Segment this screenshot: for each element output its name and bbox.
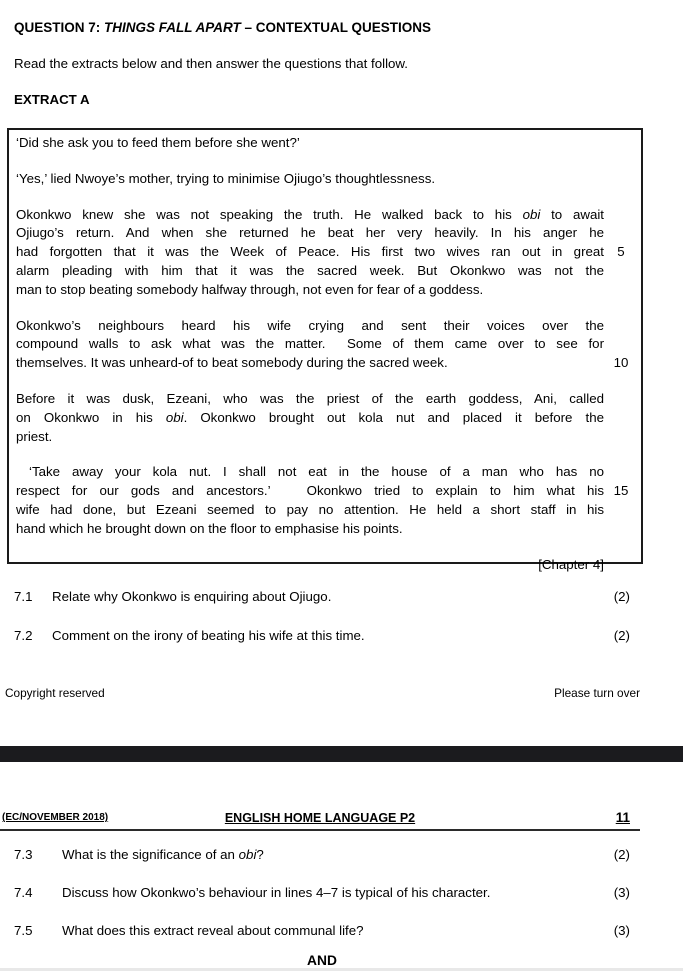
extract-line-text: Before it was dusk, Ezeani, who was the priest of the earth goddess, Ani, called	[16, 390, 604, 406]
question-marks: (2)	[613, 847, 630, 862]
extract-line-text: alarm pleading with him that it was the sacred week. But Okonkwo was not the	[16, 262, 604, 278]
extract-box	[7, 128, 643, 572]
question-text: Comment on the irony of beating his wife at this time.	[52, 627, 365, 643]
extract-line	[16, 501, 641, 520]
question-marks: (2)	[613, 589, 630, 604]
exam-title-label: ENGLISH HOME LANGUAGE P2	[224, 811, 416, 826]
question-text: What is the significance of an obi?	[62, 847, 264, 862]
extract-line	[16, 206, 641, 225]
extract-line-text: had forgotten that it was the Week of Peace. His first two wives ran out in great	[16, 244, 604, 260]
extract-line-text: ‘Did she ask you to feed them before she went?’	[16, 135, 300, 150]
extract-line-text: priest.	[16, 428, 53, 444]
question-number: 7.5	[14, 922, 33, 938]
question-marks: (3)	[613, 922, 630, 938]
extract-line	[16, 224, 641, 243]
instruction-text: Read the extracts below and then answer the questions that follow.	[14, 56, 408, 71]
extract-line-text: ‘Take away your kola nut. I shall not eat in the house of a man who has no	[29, 464, 604, 480]
question-number: 7.4	[14, 884, 33, 900]
page2-header	[0, 806, 640, 831]
question-row	[14, 846, 630, 865]
extract-line	[16, 243, 641, 262]
chapter-reference: [Chapter 4]	[538, 556, 604, 572]
extract-line-number: 10	[613, 355, 629, 371]
extract-line-text: wife had done, but Ezeani seemed to pay no attention. He held a short staff in his	[16, 501, 604, 517]
question-list-page1	[14, 588, 630, 666]
extract-line	[16, 170, 641, 189]
question-row	[14, 922, 630, 941]
extract-line-text: hand which he brought down on the floor to emphasise his points.	[16, 520, 403, 536]
question-marks: (3)	[613, 884, 630, 900]
question-number: 7.2	[14, 627, 33, 643]
extract-paragraph	[16, 170, 641, 189]
extract-line	[16, 335, 641, 354]
extract-paragraph	[16, 390, 641, 446]
extract-line-text: Okonkwo’s neighbours heard his wife crying and sent their voices over the	[16, 317, 604, 333]
extract-line	[16, 409, 641, 428]
extract-line-number: 5	[617, 244, 625, 260]
extract-line	[16, 520, 641, 539]
page-number: 11	[615, 810, 630, 826]
question-row	[14, 627, 630, 646]
question-row	[14, 588, 630, 607]
extract-line	[16, 428, 641, 447]
extract-paragraph	[16, 134, 641, 153]
extract-line	[16, 482, 641, 501]
extract-line	[16, 134, 641, 153]
extract-line-text: man to stop beating somebody halfway through, not even for fear of a goddess.	[16, 281, 484, 297]
turn-over-note: Please turn over	[554, 686, 640, 700]
extract-line-text: respect for our gods and ancestors.’ Okonkwo tried to explain to him what his	[16, 483, 604, 499]
extract-line-text: Okonkwo knew she was not speaking the truth. He walked back to his obi to await	[16, 206, 604, 222]
extract-paragraph	[16, 463, 641, 538]
page-separator-bar	[0, 746, 683, 762]
question-text: What does this extract reveal about communal life?	[62, 922, 364, 938]
extract-line-text: Ojiugo’s return. And when she returned he beat her very heavily. In his anger he	[16, 225, 604, 241]
extract-paragraph	[16, 317, 641, 373]
extract-line	[16, 390, 641, 409]
exam-session-label: (EC/NOVEMBER 2018)	[2, 812, 109, 824]
question-text: Relate why Okonkwo is enquiring about Ojiugo.	[52, 589, 332, 604]
extract-line-text: on Okonkwo in his obi. Okonkwo brought out kola nut and placed it before the	[16, 409, 605, 425]
copyright-note: Copyright reserved	[5, 686, 105, 700]
extract-line-text: compound walls to ask what was the matter. Some of them came over to see for	[16, 336, 604, 352]
question-row	[14, 884, 630, 903]
extract-line	[16, 354, 641, 373]
extract-line	[16, 262, 641, 281]
extract-line	[16, 317, 641, 336]
extract-line-number: 15	[613, 483, 629, 499]
and-connector: AND	[307, 953, 337, 968]
question-7-heading: QUESTION 7: THINGS FALL APART – CONTEXTUAL QUESTIONS	[14, 20, 432, 35]
extract-line-text: ‘Yes,’ lied Nwoye’s mother, trying to minimise Ojiugo’s thoughtlessness.	[16, 170, 436, 186]
question-marks: (2)	[613, 627, 630, 643]
question-number: 7.1	[14, 589, 33, 604]
question-text: Discuss how Okonkwo’s behaviour in lines 4–7 is typical of his character.	[62, 884, 491, 900]
question-list-page2	[14, 846, 630, 959]
question-number: 7.3	[14, 847, 33, 862]
page1-footer	[5, 684, 640, 703]
extract-line-text: themselves. It was unheard-of to beat somebody during the sacred week.	[16, 355, 448, 371]
extract-line	[16, 281, 641, 300]
extract-a-label: EXTRACT A	[14, 92, 90, 107]
extract-line	[16, 463, 641, 482]
extract-paragraph	[16, 206, 641, 300]
